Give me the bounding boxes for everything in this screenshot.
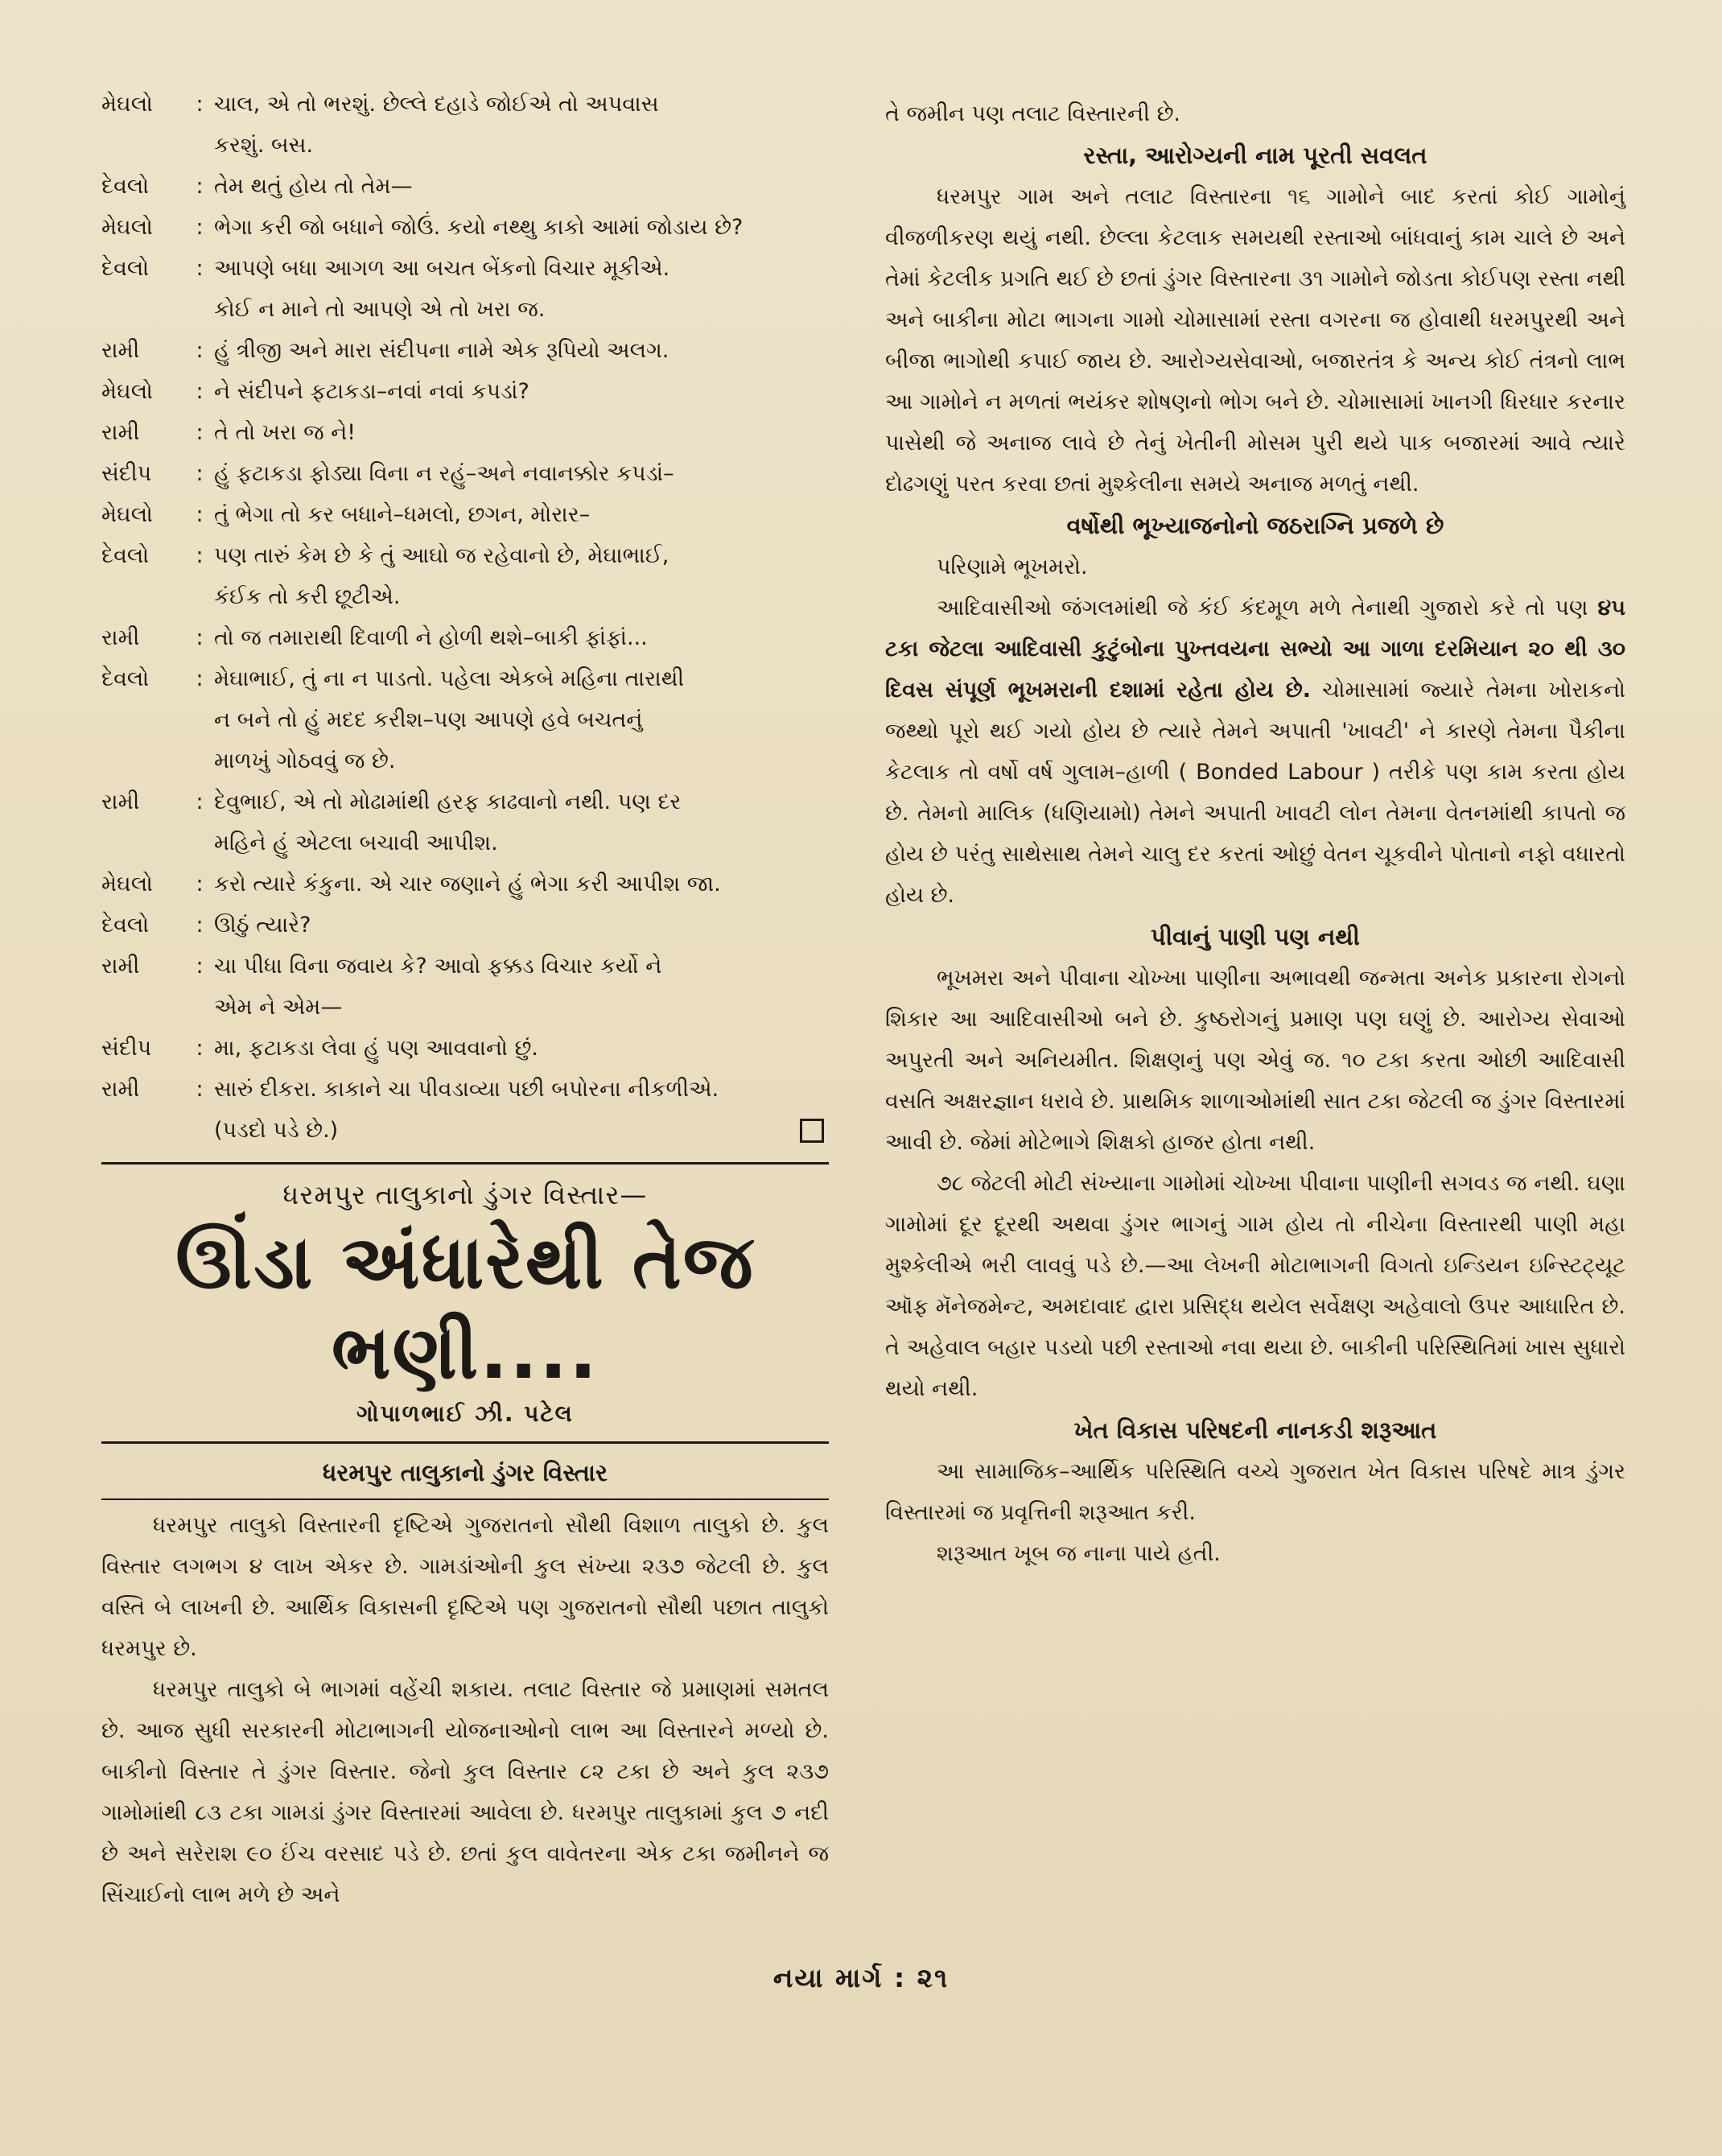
speaker-name: મેઘલો [101, 502, 153, 527]
dialogue-text: કરો ત્યારે કંકુના. એ ચાર જણાને હું ભેગા કરી આપીશ જા. [214, 872, 721, 897]
left-column [101, 84, 829, 1915]
dialogue-text: માળખું ગોઠવવું જ છે. [214, 748, 396, 773]
dialogue-text: કરશું. બસ. [214, 133, 314, 158]
dialogue-text: સારું દીકરા. કાકાને ચા પીવડાવ્યા પછી બપોરના નીકળીએ. [214, 1077, 719, 1102]
dialogue-text: તે તો ખરા જ ને! [214, 420, 356, 445]
dialogue-text: મેઘાભાઈ, તું ના ન પાડતો. પહેલા એકબે મહિના તારાથી [214, 666, 685, 691]
dialogue-text: તેમ થતું હોય તો તેમ— [214, 174, 413, 199]
speaker-name: દેવલો [101, 666, 150, 691]
dialogue-text: પણ તારું કેમ છે કે તું આઘો જ રહેવાનો છે, મેઘાભાઈ, [214, 543, 669, 568]
article-author: ગોપાળભાઈ ઝી. પટેલ [356, 1400, 574, 1427]
speaker-name: રામી [101, 954, 140, 979]
section-divider [101, 1162, 829, 1165]
speaker-name: રામી [101, 1077, 140, 1102]
dialogue-line: રામી : ચા પીધા વિના જવાય કે? આવો ફક્કડ વિચાર કર્યો ને એમ ને એમ— [101, 946, 829, 1028]
dialogue-line: દેવલો : પણ તારું કેમ છે કે તું આઘો જ રહેવાનો છે, મેઘાભાઈ, કંઈક તો કરી છૂટીએ. [101, 535, 829, 617]
article-paragraph: ૭૮ જેટલી મોટી સંખ્યાના ગામોમાં ચોખ્ખા પીવાના પાણીની સગવડ જ નથી. ઘણા ગામોમાં દૂર દૂરથી અથવા ડુંગર ભાગનું ગામ હોય તો નીચેના વિસ્તારથી પાણી મહા મુશ્કેલીએ ભરી લાવવું પડે છે.—આ લેખની મોટાભાગની વિગતો ઇન્ડિયન ઇન્સ્ટિટ્યૂટ ઑફ મૅનેજમેન્ટ, અમદાવાદ દ્વારા પ્રસિદ્ધ થયેલ સર્વેક્ષણ અહેવાલો ઉપર આધારિત છે. તે અહેવાલ બહાર પડયો પછી રસ્તાઓ નવા થયા છે. બાકીની પરિસ્થિતિમાં ખાસ સુધારો થયો નથી. [885, 1171, 1625, 1401]
article-paragraph [885, 587, 1625, 916]
dialogue-line: રામી : તો જ તમારાથી દિવાળી ને હોળી થશે–બાકી ફાંફાં... [101, 617, 829, 658]
stage-direction-row [101, 1110, 829, 1151]
article-paragraph: ધરમપુર ગામ અને તલાટ વિસ્તારના ૧૬ ગામોને બાદ કરતાં કોઈ ગામોનું વીજળીકરણ થયું નથી. છેલ્લા કેટલાક સમયથી રસ્તાઓ બાંધવાનું કામ ચાલે છે અને તેમાં કેટલીક પ્રગતિ થઈ છે છતાં ડુંગર વિસ્તારના ૩૧ ગામોને જોડતા કોઈપણ રસ્તા નથી અને બાકીના મોટા ભાગના ગામો ચોમાસામાં રસ્તા વગરના જ હોવાથી ધરમપુરથી અને બીજા ભાગોથી કપાઈ જાય છે. આરોગ્યસેવાઓ, બજારતંત્ર કે અન્ય કોઈ તંત્રનો લાભ આ ગામોને ન મળતાં ભયંકર શોષણનો ભોગ બને છે. ચોમાસામાં ખાનગી ધિરધાર કરનાર પાસેથી જે અનાજ લાવે છે તેનું ખેતીની મોસમ પુરી થયે પાક બજારમાં આવે ત્યારે દોઢગણું પરત કરવા છતાં મુશ્કેલીના સમયે અનાજ મળતું નથી. [885, 184, 1625, 497]
dialogue-text: હું ફટાકડા ફોડ્યા વિના ન રહું–અને નવાનક્કોર કપડાં– [214, 461, 674, 486]
dialogue-line: રામી : તે તો ખરા જ ને! [101, 412, 829, 453]
article-subhead: ધરમપુર તાલુકાનો ડુંગર વિસ્તાર [322, 1459, 608, 1486]
dialogue-line: રામી : હું ત્રીજી અને મારા સંદીપના નામે એક રૂપિયો અલગ. [101, 330, 829, 371]
speaker-name: રામી [101, 789, 140, 814]
play-dialogue [101, 84, 829, 1151]
dialogue-text: કંઈક તો કરી છૂટીએ. [214, 584, 401, 609]
article-paragraph: પરિણામે ભૂખમરો. [937, 554, 1088, 579]
paragraph-run: ચોમાસામાં જ્યારે તેમના ખોરાકનો જથ્થો પૂરો થઈ ગયો હોય છે ત્યારે તેમને અપાતી 'ખાવટી' ને કારણે તેમના પૈકીના કેટલાક તો વર્ષો વર્ષ ગુલામ–હાળી ( Bonded Labour ) તરીકે પણ કામ કરતા હોય છે. તેમનો માલિક (ધણિયામો) તેમને અપાતી ખાવટી લોન તેમના વેતનમાંથી કાપતો જ હોય છે પરંતુ સાથેસાથ તેમને ચાલુ દર કરતાં ઓછું વેતન ચૂકવીને પોતાનો નફો વધારતો હોય છે. [885, 678, 1625, 908]
section-heading: ખેત વિકાસ પરિષદની નાનકડી શરૂઆત [1073, 1416, 1437, 1444]
dialogue-line: સંદીપ : હું ફટાકડા ફોડ્યા વિના ન રહું–અને નવાનક્કોર કપડાં– [101, 453, 829, 494]
article-paragraph: ભૂખમરા અને પીવાના ચોખ્ખા પાણીના અભાવથી જન્મતા અનેક પ્રકારના રોગનો શિકાર આ આદિવાસીઓ બને છે. કુષ્ઠરોગનું પ્રમાણ પણ ઘણું છે. આરોગ્ય સેવાઓ અપુરતી અને અનિયમીત. શિક્ષણનું પણ એવું જ. ૧૦ ટકા કરતા ઓછી આદિવાસી વસતિ અક્ષરજ્ઞાન ધરાવે છે. પ્રાથમિક શાળાઓમાંથી સાત ટકા જેટલી જ ડુંગર વિસ્તારમાં આવી છે. જેમાં મોટેભાગે શિક્ષકો હાજર હોતા નથી. [885, 966, 1625, 1155]
speaker-name: મેઘલો [101, 215, 153, 240]
dialogue-text: મા, ફટાકડા લેવા હું પણ આવવાનો છું. [214, 1036, 538, 1061]
dialogue-text: આપણે બધા આગળ આ બચત બેંકનો વિચાર મૂકીએ. [214, 256, 670, 281]
dialogue-text: મહિને હું એટલા બચાવી આપીશ. [214, 831, 498, 855]
title-divider [101, 1441, 829, 1444]
speaker-name: દેવલો [101, 543, 150, 568]
paragraph-run: આદિવાસીઓ જંગલમાંથી જે કંઈ કંદમૂળ મળે તેનાથી ગુજારો કરે તો પણ [937, 596, 1598, 620]
dialogue-line: દેવલો : મેઘાભાઈ, તું ના ન પાડતો. પહેલા એકબે મહિના તારાથી ન બને તો હું મદદ કરીશ–પણ આપણે હવે બચતનું માળખું ગોઠવવું જ છે. [101, 658, 829, 781]
dialogue-line: મેઘલો : ભેગા કરી જો બધાને જોઉં. કયો નથ્થુ કાકો આમાં જોડાય છે? [101, 207, 829, 248]
subhead-divider [101, 1498, 829, 1500]
dialogue-text: કોઈ ન માને તો આપણે એ તો ખરા જ. [214, 297, 546, 322]
speaker-name: દેવલો [101, 256, 150, 281]
section-heading: વર્ષોથી ભૂખ્યાજનોનો જઠરાગ્નિ પ્રજળે છે [1066, 512, 1444, 539]
dialogue-line: દેવલો : ઊઠું ત્યારે? [101, 905, 829, 946]
article-paragraph: ધરમપુર તાલુકો બે ભાગમાં વહેંચી શકાય. તલાટ વિસ્તાર જે પ્રમાણમાં સમતલ છે. આજ સુધી સરકારની મોટાભાગની યોજનાઓનો લાભ આ વિસ્તારને મળ્યો છે. બાકીનો વિસ્તાર તે ડુંગર વિસ્તાર. જેનો કુલ વિસ્તાર ૮૨ ટકા છે અને કુલ ૨૩૭ ગામોમાંથી ૮૩ ટકા ગામડાં ડુંગર વિસ્તારમાં આવેલા છે. ધરમપુર તાલુકામાં કુલ ૭ નદી છે અને સરેરાશ ૯૦ ઈંચ વરસાદ પડે છે. છતાં કુલ વાવેતરના એક ટકા જમીનને જ સિંચાઈનો લાભ મળે છે અને [101, 1677, 829, 1907]
right-column [885, 93, 1625, 1574]
article-title: ઊંડા અંધારેથી તેજ ભણી.... [175, 1219, 755, 1395]
dialogue-line: મેઘલો : તું ભેગા તો કર બધાને–ધમલો, છગન, મોરાર– [101, 494, 829, 535]
speaker-name: રામી [101, 338, 140, 363]
dialogue-text: ને સંદીપને ફટાકડા–નવાં નવાં કપડાં? [214, 379, 529, 404]
page-footer: નયા માર્ગ : ૨૧ [772, 1962, 950, 1993]
dialogue-line: દેવલો : આપણે બધા આગળ આ બચત બેંકનો વિચાર મૂકીએ. કોઈ ન માને તો આપણે એ તો ખરા જ. [101, 248, 829, 330]
speaker-name: રામી [101, 420, 140, 445]
dialogue-text: ચા પીધા વિના જવાય કે? આવો ફક્કડ વિચાર કર્યો ને [214, 954, 662, 979]
dialogue-text: ચાલ, એ તો ભરશું. છેલ્લે દહાડે જોઈએ તો અપવાસ [214, 92, 659, 117]
speaker-name: મેઘલો [101, 379, 153, 404]
speaker-name: સંદીપ [101, 461, 152, 486]
dialogue-line: રામી : સારું દીકરા. કાકાને ચા પીવડાવ્યા પછી બપોરના નીકળીએ. [101, 1069, 829, 1110]
dialogue-text: એમ ને એમ— [214, 995, 343, 1020]
dialogue-text: ન બને તો હું મદદ કરીશ–પણ આપણે હવે બચતનું [214, 707, 643, 732]
speaker-name: રામી [101, 625, 140, 650]
dialogue-line: મેઘલો : ને સંદીપને ફટાકડા–નવાં નવાં કપડાં? [101, 371, 829, 412]
dialogue-text: દેવુભાઈ, એ તો મોઢામાંથી હરફ કાઢવાનો નથી. પણ દર [214, 789, 682, 814]
dialogue-line: સંદીપ : મા, ફટાકડા લેવા હું પણ આવવાનો છું. [101, 1028, 829, 1069]
section-heading: રસ્તા, આરોગ્યની નામ પૂરતી સવલત [1083, 142, 1427, 169]
speaker-name: મેઘલો [101, 872, 153, 897]
article-paragraph: આ સામાજિક–આર્થિક પરિસ્થિતિ વચ્ચે ગુજરાત ખેત વિકાસ પરિષદે માત્ર ડુંગર વિસ્તારમાં જ પ્રવૃત્તિની શરૂઆત કરી. [885, 1459, 1625, 1525]
dialogue-text: તું ભેગા તો કર બધાને–ધમલો, છગન, મોરાર– [214, 502, 591, 527]
dialogue-text: હું ત્રીજી અને મારા સંદીપના નામે એક રૂપિયો અલગ. [214, 338, 669, 363]
end-mark-icon [800, 1119, 824, 1143]
dialogue-text: ભેગા કરી જો બધાને જોઉં. કયો નથ્થુ કાકો આમાં જોડાય છે? [214, 215, 744, 240]
speaker-name: દેવલો [101, 174, 150, 199]
dialogue-line: દેવલો : તેમ થતું હોય તો તેમ— [101, 166, 829, 207]
stage-direction: (પડદો પડે છે.) [214, 1118, 339, 1143]
dialogue-text: તો જ તમારાથી દિવાળી ને હોળી થશે–બાકી ફાંફાં... [214, 625, 648, 650]
speaker-name: દેવલો [101, 913, 150, 938]
article-paragraph: શરૂઆત ખૂબ જ નાના પાયે હતી. [937, 1541, 1221, 1566]
article-paragraph: ધરમપુર તાલુકો વિસ્તારની દૃષ્ટિએ ગુજરાતનો સૌથી વિશાળ તાલુકો છે. કુલ વિસ્તાર લગભગ ૪ લાખ એકર છે. ગામડાંઓની કુલ સંખ્યા ૨૩૭ જેટલી છે. કુલ વસ્તિ બે લાખની છે. આર્થિક વિકાસની દૃષ્ટિએ પણ ગુજરાતનો સૌથી પછાત તાલુકો ધરમપુર છે. [101, 1513, 829, 1661]
speaker-name: સંદીપ [101, 1036, 152, 1061]
dialogue-line: રામી : દેવુભાઈ, એ તો મોઢામાંથી હરફ કાઢવાનો નથી. પણ દર મહિને હું એટલા બચાવી આપીશ. [101, 781, 829, 864]
article-paragraph: તે જમીન પણ તલાટ વિસ્તારની છે. [885, 101, 1181, 126]
section-heading: પીવાનું પાણી પણ નથી [1151, 923, 1360, 950]
dialogue-line: મેઘલો : કરો ત્યારે કંકુના. એ ચાર જણાને હું ભેગા કરી આપીશ જા. [101, 864, 829, 905]
speaker-name: મેઘલો [101, 92, 153, 117]
dialogue-text: ઊઠું ત્યારે? [214, 913, 311, 938]
emphasis-run: ૪૫ ટકા જેટલા આદિવાસી કુટુંબોના પુખ્તવયના સભ્યો આ ગાળા દરમિયાન ૨૦ થી ૩૦ દિવસ સંપૂર્ણ ભૂખમરાની દશામાં રહેતા હોય છે. [885, 596, 1625, 703]
dialogue-line: મેઘલો : ચાલ, એ તો ભરશું. છેલ્લે દહાડે જોઈએ તો અપવાસ કરશું. બસ. [101, 84, 829, 166]
article-kicker: ધરમપુર તાલુકાનો ડુંગર વિસ્તાર— [282, 1179, 648, 1210]
